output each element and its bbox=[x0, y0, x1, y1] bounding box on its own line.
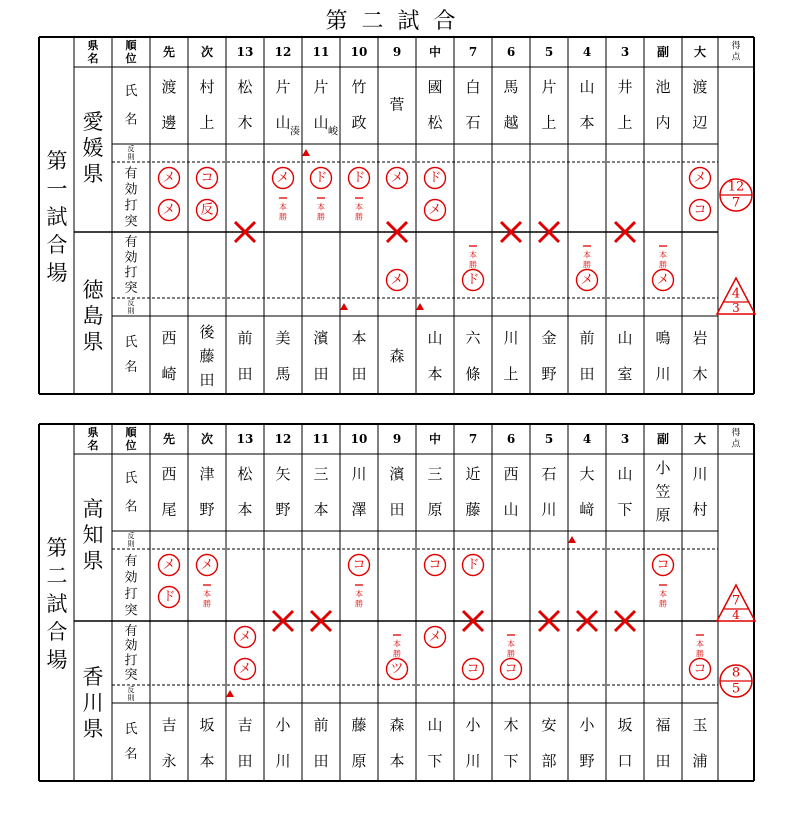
hansoku-mark bbox=[416, 303, 424, 310]
player-name: 福 bbox=[655, 716, 671, 734]
player-name: 馬 bbox=[275, 365, 291, 383]
player-name: 山 bbox=[579, 77, 595, 96]
player-name: 森 bbox=[389, 347, 405, 365]
label-hansoku: 反 bbox=[127, 145, 135, 153]
venue-label: 第 bbox=[46, 149, 68, 173]
player-name: 田 bbox=[313, 752, 329, 770]
header-position: 10 bbox=[350, 45, 368, 59]
player-name: 下 bbox=[427, 752, 443, 770]
header-position: 7 bbox=[468, 432, 478, 446]
label-yuko: 突 bbox=[124, 603, 138, 619]
header-position: 3 bbox=[620, 432, 630, 446]
label-name: 名 bbox=[124, 360, 138, 375]
player-name: 本 bbox=[199, 752, 215, 770]
team-a-pref: 知 bbox=[82, 523, 104, 547]
ippon-text: 本 bbox=[355, 589, 363, 599]
player-name: 坂 bbox=[617, 716, 633, 734]
header-pref: 県 bbox=[87, 426, 99, 439]
header-rank: 順 bbox=[125, 39, 137, 52]
player-name: 部 bbox=[541, 752, 557, 770]
label-yuko: 有 bbox=[124, 235, 138, 251]
label-yuko: 効 bbox=[124, 182, 138, 198]
player-name: 後 bbox=[199, 323, 215, 341]
player-name: 田 bbox=[237, 365, 253, 383]
ippon-text: 勝 bbox=[355, 599, 363, 609]
waza-mark: メ bbox=[428, 629, 442, 645]
label-yuko: 有 bbox=[124, 166, 138, 182]
player-name: 渡 bbox=[692, 77, 708, 96]
player-name: 松 bbox=[427, 113, 443, 132]
ippon-text: 本 bbox=[279, 202, 287, 212]
player-name: 竹 bbox=[351, 77, 367, 96]
player-name: 松 bbox=[237, 464, 253, 483]
header-position: 大 bbox=[693, 45, 707, 59]
player-name: 田 bbox=[389, 500, 405, 519]
player-name: 山 bbox=[275, 113, 291, 132]
player-name: 室 bbox=[617, 365, 633, 383]
venue-label: 二 bbox=[46, 564, 68, 588]
venue-label: 試 bbox=[46, 205, 68, 229]
player-name: 川 bbox=[465, 752, 481, 770]
ippon-text: 勝 bbox=[355, 212, 363, 222]
ippon-text: 本 bbox=[393, 639, 401, 649]
player-name: 玉 bbox=[692, 716, 708, 734]
score-points: 7 bbox=[731, 195, 741, 211]
team-b-pref: 県 bbox=[82, 717, 104, 741]
team-a-pref: 県 bbox=[82, 549, 104, 573]
player-name: 山 bbox=[503, 500, 519, 519]
player-name: 川 bbox=[541, 500, 557, 519]
header-position: 先 bbox=[162, 45, 176, 59]
ippon-text: 勝 bbox=[279, 212, 287, 222]
player-name: 田 bbox=[655, 752, 671, 770]
score-wins: 8 bbox=[731, 665, 741, 681]
player-name: 小 bbox=[579, 716, 595, 734]
waza-mark: コ bbox=[693, 661, 707, 677]
venue-label: 合 bbox=[46, 620, 68, 644]
header-score: 得 bbox=[731, 428, 741, 439]
player-name: 原 bbox=[351, 752, 367, 770]
header-position: 11 bbox=[312, 45, 330, 59]
label-yuko: 突 bbox=[124, 668, 138, 684]
waza-mark: コ bbox=[352, 557, 366, 573]
label-name: 名 bbox=[124, 747, 138, 762]
header-rank: 位 bbox=[125, 52, 137, 65]
ippon-text: 勝 bbox=[469, 260, 477, 270]
player-name: 六 bbox=[465, 329, 481, 347]
header-position: 副 bbox=[656, 45, 670, 59]
ippon-text: 勝 bbox=[659, 260, 667, 270]
label-name: 名 bbox=[124, 112, 138, 128]
label-hansoku: 反 bbox=[127, 686, 135, 694]
player-name: 越 bbox=[503, 113, 519, 132]
waza-mark: コ bbox=[466, 661, 480, 677]
header-score: 点 bbox=[731, 439, 741, 450]
hansoku-mark bbox=[340, 303, 348, 310]
label-name: 名 bbox=[124, 499, 138, 515]
ippon-text: 勝 bbox=[659, 599, 667, 609]
ippon-text: 勝 bbox=[507, 649, 515, 659]
waza-mark: ド bbox=[466, 272, 480, 288]
player-name: 山 bbox=[617, 464, 633, 483]
player-name: 原 bbox=[655, 506, 671, 525]
label-yuko: 突 bbox=[124, 280, 138, 296]
player-name: 下 bbox=[617, 500, 633, 519]
header-position: 中 bbox=[428, 432, 442, 446]
waza-mark: コ bbox=[693, 202, 707, 218]
player-name: 内 bbox=[655, 113, 671, 132]
player-name: 田 bbox=[237, 752, 253, 770]
header-position: 5 bbox=[544, 432, 554, 446]
waza-mark: メ bbox=[162, 557, 176, 573]
player-name: 三 bbox=[313, 464, 329, 483]
player-name: 木 bbox=[692, 365, 708, 383]
player-name: 鳴 bbox=[655, 329, 671, 347]
player-name: 上 bbox=[199, 113, 215, 132]
team-b-pref: 川 bbox=[82, 691, 104, 715]
player-name: 藤 bbox=[351, 716, 367, 734]
player-name: 本 bbox=[427, 365, 443, 383]
venue-label: 場 bbox=[46, 648, 68, 672]
player-name: 村 bbox=[199, 77, 215, 96]
waza-mark: ド bbox=[466, 557, 480, 573]
player-name: 辺 bbox=[692, 113, 708, 132]
waza-mark: コ bbox=[504, 661, 518, 677]
ippon-text: 本 bbox=[317, 202, 325, 212]
venue-label: 場 bbox=[46, 261, 68, 285]
player-name: 崎 bbox=[161, 365, 177, 383]
ippon-text: 本 bbox=[583, 250, 591, 260]
player-name: 松 bbox=[237, 77, 253, 96]
player-name: 前 bbox=[579, 329, 595, 347]
label-yuko: 有 bbox=[124, 553, 138, 569]
waza-mark: メ bbox=[200, 557, 214, 573]
header-position: 6 bbox=[506, 432, 516, 446]
label-yuko: 効 bbox=[124, 250, 138, 266]
header-position: 次 bbox=[200, 45, 214, 59]
waza-mark: ツ bbox=[390, 661, 404, 677]
hansoku-mark bbox=[302, 149, 310, 156]
score-wins: 12 bbox=[727, 179, 745, 195]
ippon-text: 勝 bbox=[696, 649, 704, 659]
team-b-pref: 県 bbox=[82, 330, 104, 354]
player-name: 田 bbox=[313, 365, 329, 383]
player-name: 坂 bbox=[199, 716, 215, 734]
player-name: 田 bbox=[199, 371, 215, 389]
waza-mark: メ bbox=[162, 170, 176, 186]
player-name: 石 bbox=[465, 113, 481, 132]
label-hansoku: 則 bbox=[127, 307, 135, 315]
ippon-text: 本 bbox=[659, 250, 667, 260]
team-b-pref: 島 bbox=[82, 304, 104, 328]
hansoku-mark bbox=[568, 536, 576, 543]
player-name: 西 bbox=[161, 464, 177, 483]
player-name: 片 bbox=[313, 77, 329, 96]
player-name: 田 bbox=[351, 365, 367, 383]
header-position: 副 bbox=[656, 432, 670, 446]
player-name: 川 bbox=[655, 365, 671, 383]
player-name: 小 bbox=[655, 458, 671, 477]
player-name: 前 bbox=[313, 716, 329, 734]
player-name: 渡 bbox=[161, 77, 177, 96]
label-yuko: 打 bbox=[124, 198, 138, 214]
player-name: 尾 bbox=[161, 500, 177, 519]
team-a-pref: 県 bbox=[82, 162, 104, 186]
label-yuko: 有 bbox=[124, 623, 138, 639]
player-name: 山 bbox=[427, 716, 443, 734]
waza-mark: ド bbox=[352, 170, 366, 186]
header-position: 11 bbox=[312, 432, 330, 446]
player-name: 上 bbox=[541, 113, 557, 132]
player-name: 小 bbox=[465, 716, 481, 734]
ippon-text: 本 bbox=[469, 250, 477, 260]
player-name: 村 bbox=[692, 500, 708, 519]
team-b-pref: 香 bbox=[82, 665, 104, 689]
player-name-note: 湊 bbox=[290, 126, 300, 138]
player-name: 吉 bbox=[237, 716, 253, 734]
player-name: 前 bbox=[237, 329, 253, 347]
score-points: 3 bbox=[732, 301, 740, 315]
player-name: 池 bbox=[655, 77, 671, 96]
player-name: 濱 bbox=[389, 464, 405, 483]
header-position: 12 bbox=[274, 45, 292, 59]
player-name: 藤 bbox=[465, 500, 481, 519]
waza-mark: メ bbox=[390, 170, 404, 186]
player-name: 山 bbox=[427, 329, 443, 347]
player-name: 田 bbox=[579, 365, 595, 383]
player-name: 浦 bbox=[692, 752, 708, 770]
ippon-text: 本 bbox=[355, 202, 363, 212]
player-name: 笠 bbox=[655, 482, 671, 501]
player-name: 馬 bbox=[503, 77, 519, 96]
player-name: 小 bbox=[275, 716, 291, 734]
player-name: 政 bbox=[351, 113, 367, 132]
ippon-text: 勝 bbox=[317, 212, 325, 222]
label-hansoku: 反 bbox=[127, 532, 135, 540]
player-name: 澤 bbox=[351, 500, 367, 519]
waza-mark: メ bbox=[390, 272, 404, 288]
player-name: 野 bbox=[541, 365, 557, 383]
player-name: 吉 bbox=[161, 716, 177, 734]
player-name: 野 bbox=[579, 752, 595, 770]
player-name: 近 bbox=[465, 464, 481, 483]
header-position: 9 bbox=[392, 432, 402, 446]
player-name: 上 bbox=[503, 365, 519, 383]
player-name: 本 bbox=[389, 752, 405, 770]
team-a-pref: 媛 bbox=[82, 136, 104, 160]
score-wins: 4 bbox=[731, 286, 741, 302]
waza-mark: メ bbox=[580, 272, 594, 288]
header-position: 6 bbox=[506, 45, 516, 59]
page-title: 第二試合 bbox=[325, 9, 470, 34]
header-position: 12 bbox=[274, 432, 292, 446]
waza-mark: コ bbox=[656, 557, 670, 573]
player-name: 石 bbox=[541, 464, 557, 483]
player-name-note: 峻 bbox=[328, 126, 338, 138]
player-name: 三 bbox=[427, 464, 443, 483]
label-yuko: 突 bbox=[124, 214, 138, 230]
label-hansoku: 則 bbox=[127, 694, 135, 702]
ippon-text: 勝 bbox=[393, 649, 401, 659]
waza-mark: メ bbox=[428, 202, 442, 218]
header-position: 3 bbox=[620, 45, 630, 59]
ippon-text: 勝 bbox=[583, 260, 591, 270]
waza-mark: メ bbox=[238, 629, 252, 645]
player-name: 川 bbox=[692, 464, 708, 483]
player-name: 大 bbox=[579, 464, 595, 483]
team-a-pref: 愛 bbox=[82, 110, 104, 134]
header-position: 9 bbox=[392, 45, 402, 59]
label-hansoku: 反 bbox=[127, 299, 135, 307]
label-yuko: 効 bbox=[124, 570, 138, 586]
header-position: 4 bbox=[582, 45, 592, 59]
player-name: 安 bbox=[541, 716, 557, 734]
ippon-text: 本 bbox=[507, 639, 515, 649]
venue-label: 第 bbox=[46, 536, 68, 560]
hansoku-mark bbox=[226, 690, 234, 697]
player-name: 本 bbox=[313, 500, 329, 519]
player-name: 本 bbox=[579, 113, 595, 132]
player-name: 木 bbox=[503, 716, 519, 734]
player-name: 條 bbox=[465, 365, 481, 383]
waza-mark: メ bbox=[276, 170, 290, 186]
waza-mark: ド bbox=[428, 170, 442, 186]
label-name: 氏 bbox=[124, 470, 138, 486]
score-wins: 7 bbox=[731, 593, 741, 609]
header-position: 大 bbox=[693, 432, 707, 446]
header-rank: 順 bbox=[125, 426, 137, 439]
player-name: 川 bbox=[275, 752, 291, 770]
ippon-text: 本 bbox=[696, 639, 704, 649]
header-position: 13 bbox=[236, 45, 254, 59]
header-score: 得 bbox=[731, 41, 741, 52]
score-points: 4 bbox=[732, 608, 740, 622]
header-position: 次 bbox=[200, 432, 214, 446]
player-name: 山 bbox=[617, 329, 633, 347]
score-points: 5 bbox=[731, 681, 741, 697]
waza-mark: コ bbox=[200, 170, 214, 186]
waza-mark: メ bbox=[656, 272, 670, 288]
player-name: 國 bbox=[427, 77, 443, 96]
waza-mark: ド bbox=[314, 170, 328, 186]
label-yuko: 効 bbox=[124, 638, 138, 654]
player-name: 藤 bbox=[199, 347, 215, 365]
player-name: 野 bbox=[275, 500, 291, 519]
label-yuko: 打 bbox=[124, 653, 138, 669]
label-yuko: 打 bbox=[124, 586, 138, 602]
player-name: 野 bbox=[199, 500, 215, 519]
label-name: 氏 bbox=[124, 722, 138, 737]
header-pref: 名 bbox=[87, 52, 99, 65]
header-pref: 県 bbox=[87, 39, 99, 52]
player-name: 岩 bbox=[692, 329, 708, 347]
waza-mark: メ bbox=[162, 202, 176, 218]
player-name: 川 bbox=[351, 464, 367, 483]
label-hansoku: 則 bbox=[127, 153, 135, 161]
label-yuko: 打 bbox=[124, 265, 138, 281]
player-name: 片 bbox=[541, 77, 557, 96]
ippon-text: 本 bbox=[659, 589, 667, 599]
waza-mark: 反 bbox=[200, 202, 214, 218]
header-rank: 位 bbox=[125, 439, 137, 452]
player-name: 濱 bbox=[313, 329, 329, 347]
player-name: 木 bbox=[237, 113, 253, 132]
player-name: 口 bbox=[617, 752, 633, 770]
header-pref: 名 bbox=[87, 439, 99, 452]
label-name: 氏 bbox=[124, 335, 138, 350]
ippon-text: 本 bbox=[203, 589, 211, 599]
venue-label: 一 bbox=[46, 177, 68, 201]
header-position: 先 bbox=[162, 432, 176, 446]
header-position: 4 bbox=[582, 432, 592, 446]
waza-mark: メ bbox=[693, 170, 707, 186]
player-name: 森 bbox=[389, 716, 405, 734]
header-position: 5 bbox=[544, 45, 554, 59]
team-b-pref: 徳 bbox=[82, 278, 104, 302]
label-hansoku: 則 bbox=[127, 540, 135, 548]
ippon-text: 勝 bbox=[203, 599, 211, 609]
waza-mark: メ bbox=[238, 661, 252, 677]
player-name: 美 bbox=[275, 329, 291, 347]
player-name: 井 bbox=[617, 77, 633, 96]
player-name: 西 bbox=[503, 464, 519, 483]
header-position: 10 bbox=[350, 432, 368, 446]
player-name: 山 bbox=[313, 113, 329, 132]
header-position: 7 bbox=[468, 45, 478, 59]
waza-mark: コ bbox=[428, 557, 442, 573]
player-name: 白 bbox=[465, 77, 481, 96]
player-name: 矢 bbox=[275, 464, 291, 483]
player-name: 上 bbox=[617, 113, 633, 132]
header-position: 中 bbox=[428, 45, 442, 59]
venue-label: 試 bbox=[46, 592, 68, 616]
player-name: 川 bbox=[503, 329, 519, 347]
team-a-pref: 高 bbox=[82, 497, 104, 521]
player-name: 下 bbox=[503, 752, 519, 770]
venue-label: 合 bbox=[46, 233, 68, 257]
waza-mark: ド bbox=[162, 589, 176, 605]
player-name: 菅 bbox=[389, 95, 405, 114]
player-name: 西 bbox=[161, 329, 177, 347]
player-name: 片 bbox=[275, 77, 291, 96]
player-name: 永 bbox=[161, 752, 177, 770]
player-name: 本 bbox=[351, 329, 367, 347]
player-name: 邊 bbox=[161, 113, 177, 132]
header-score: 点 bbox=[731, 52, 741, 63]
player-name: 金 bbox=[541, 329, 557, 347]
player-name: 津 bbox=[199, 464, 215, 483]
header-position: 13 bbox=[236, 432, 254, 446]
player-name: 﨑 bbox=[579, 500, 595, 519]
label-name: 氏 bbox=[124, 83, 138, 99]
player-name: 原 bbox=[427, 500, 443, 519]
player-name: 本 bbox=[237, 500, 253, 519]
